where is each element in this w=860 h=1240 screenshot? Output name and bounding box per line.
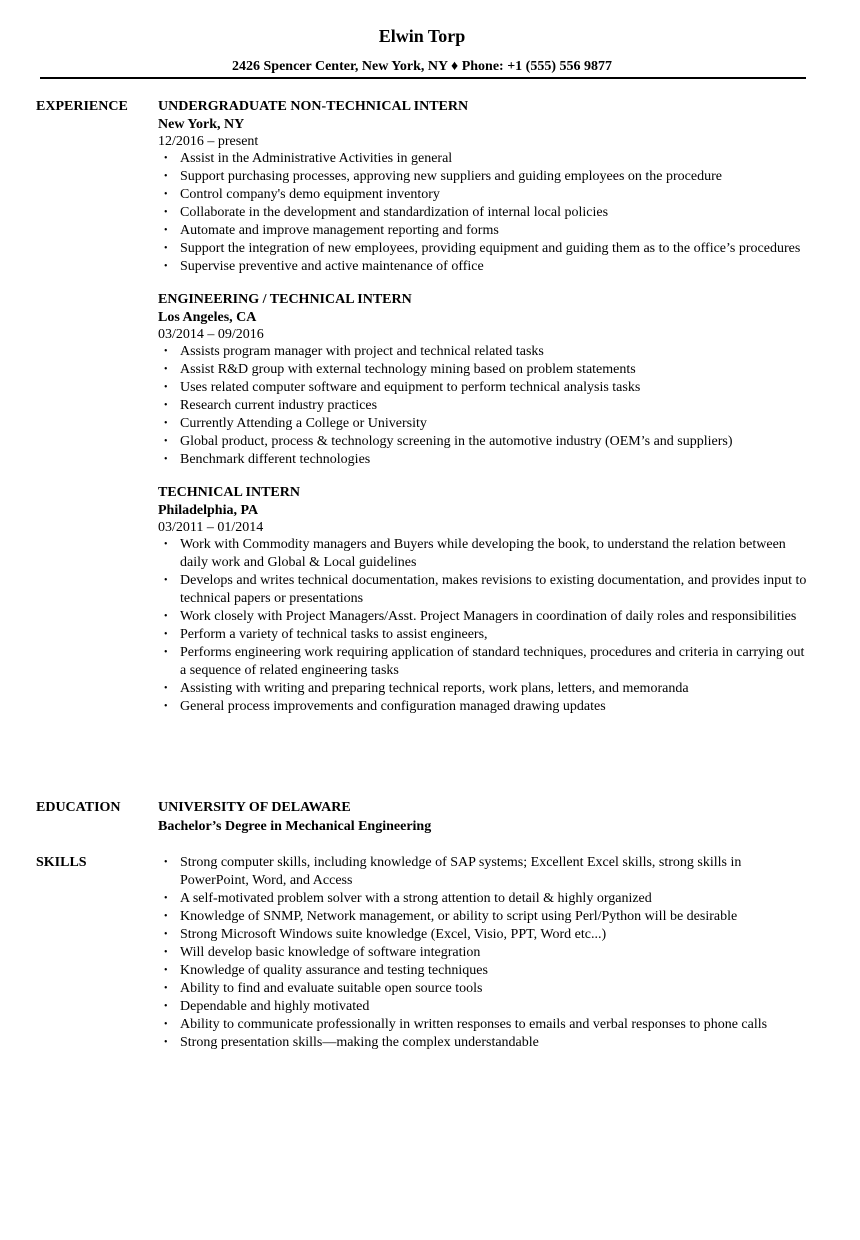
bullet-text: Benchmark different technologies [180,452,371,467]
bullet-icon: • [164,364,168,375]
list-item [158,980,808,998]
job-title: TECHNICAL INTERN [158,485,300,500]
bullet-text: Research current industry practices [180,398,378,413]
bullet-icon: • [164,382,168,393]
list-item [158,258,808,276]
list-item [158,890,808,908]
bullet-text: General process improvements and configuration managed drawing updates [180,699,606,714]
list-item [158,186,808,204]
list-item [158,962,808,980]
list-item [158,168,808,186]
bullet-text: Strong presentation skills—making the complex understandable [180,1035,539,1050]
bullet-icon: • [164,947,168,958]
bullet-icon: • [164,575,168,586]
bullet-text: Perform a variety of technical tasks to assist engineers, [180,627,488,642]
bullet-text: Collaborate in the development and standardization of internal local policies [180,205,609,220]
bullet-icon: • [164,207,168,218]
bullet-icon: • [164,171,168,182]
bullet-text: Will develop basic knowledge of software integration [180,945,481,960]
list-item [158,626,808,644]
bullet-text: Control company's demo equipment inventory [180,187,440,202]
section-label-skills: SKILLS [36,855,87,870]
bullet-text: Strong computer skills, including knowledge of SAP systems; Excellent Excel skills, strong skills in PowerPoint, Word, and Access [180,855,742,888]
bullet-text: Knowledge of SNMP, Network management, or ability to script using Perl/Python will be desirable [180,909,738,924]
list-item [158,1034,808,1052]
bullet-text: Assists program manager with project and technical related tasks [180,344,544,359]
list-item [158,908,808,926]
skills-list [158,854,808,1052]
job-entry [158,98,808,276]
bullet-text: Assisting with writing and preparing technical reports, work plans, letters, and memoranda [180,681,689,696]
candidate-name: Elwin Torp [378,26,466,46]
section-label-education: EDUCATION [36,800,121,815]
bullet-text: Work with Commodity managers and Buyers while developing the book, to understand the relation between daily work and Global & Local guidelines [180,537,786,570]
list-item [158,854,808,890]
list-item [158,433,808,451]
job-bullets [158,150,808,276]
bullet-icon: • [164,911,168,922]
bullet-icon: • [164,454,168,465]
bullet-text: Performs engineering work requiring application of standard techniques, procedures and criteria in carrying out a sequence of related engineering tasks [180,645,805,678]
job-entry [158,291,808,469]
list-item [158,397,808,415]
bullet-text: Supervise preventive and active maintenance of office [180,259,484,274]
contact-line: 2426 Spencer Center, New York, NY ♦ Phone: +1 (555) 556 9877 [232,59,612,74]
education-school: UNIVERSITY OF DELAWARE [158,800,351,815]
bullet-icon: • [164,1001,168,1012]
list-item [158,379,808,397]
bullet-icon: • [164,1019,168,1030]
bullet-text: Assist R&D group with external technology mining based on problem statements [180,362,636,377]
bullet-icon: • [164,225,168,236]
bullet-icon: • [164,965,168,976]
bullet-icon: • [164,346,168,357]
bullet-icon: • [164,929,168,940]
bullet-text: Support the integration of new employees, providing equipment and guiding them as to the office’s procedures [180,241,801,256]
bullet-icon: • [164,1037,168,1048]
bullet-icon: • [164,261,168,272]
bullet-text: Develops and writes technical documentation, makes revisions to existing documentation, and provides input to technical papers or presentations [180,573,807,606]
list-item [158,361,808,379]
list-item [158,698,808,716]
bullet-icon: • [164,243,168,254]
list-item [158,343,808,361]
list-item [158,240,808,258]
job-location: Los Angeles, CA [158,310,257,325]
bullet-icon: • [164,701,168,712]
list-item [158,572,808,608]
bullet-text: Global product, process & technology screening in the automotive industry (OEM’s and suppliers) [180,434,733,449]
job-location: New York, NY [158,117,245,132]
job-title: UNDERGRADUATE NON-TECHNICAL INTERN [158,99,469,114]
job-dates: 03/2011 – 01/2014 [158,520,264,535]
experience-list [158,98,808,731]
list-item [158,1016,808,1034]
list-item [158,204,808,222]
bullet-icon: • [164,418,168,429]
bullet-text: Support purchasing processes, approving new suppliers and guiding employees on the procedure [180,169,722,184]
bullet-text: Strong Microsoft Windows suite knowledge (Excel, Visio, PPT, Word etc...) [180,927,607,942]
job-dates: 03/2014 – 09/2016 [158,327,264,342]
bullet-text: A self-motivated problem solver with a strong attention to detail & highly organized [180,891,652,906]
list-item [158,680,808,698]
bullet-text: Uses related computer software and equipment to perform technical analysis tasks [180,380,641,395]
bullet-text: Knowledge of quality assurance and testing techniques [180,963,488,978]
bullet-icon: • [164,189,168,200]
bullet-icon: • [164,629,168,640]
bullet-icon: • [164,436,168,447]
job-entry [158,484,808,716]
bullet-icon: • [164,647,168,658]
list-item [158,998,808,1016]
education-details [158,799,808,837]
resume-header [0,24,860,76]
bullet-text: Ability to find and evaluate suitable open source tools [180,981,483,996]
bullet-icon: • [164,611,168,622]
job-bullets [158,343,808,469]
bullet-text: Work closely with Project Managers/Asst. Project Managers in coordination of daily roles and responsibilities [180,609,797,624]
job-location: Philadelphia, PA [158,503,259,518]
skills-list-container [158,854,808,1052]
bullet-text: Automate and improve management reporting and forms [180,223,499,238]
list-item [158,150,808,168]
bullet-text: Ability to communicate professionally in written responses to emails and verbal responses to phone calls [180,1017,768,1032]
bullet-icon: • [164,539,168,550]
job-dates: 12/2016 – present [158,134,259,149]
list-item [158,536,808,572]
bullet-text: Assist in the Administrative Activities in general [180,151,453,166]
list-item [158,608,808,626]
job-title: ENGINEERING / TECHNICAL INTERN [158,292,412,307]
list-item [158,926,808,944]
list-item [158,222,808,240]
bullet-text: Currently Attending a College or University [180,416,427,431]
bullet-icon: • [164,893,168,904]
bullet-icon: • [164,683,168,694]
list-item [158,415,808,433]
bullet-icon: • [164,153,168,164]
list-item [158,451,808,469]
bullet-icon: • [164,983,168,994]
list-item [158,944,808,962]
list-item [158,644,808,680]
bullet-icon: • [164,857,168,868]
bullet-text: Dependable and highly motivated [180,999,370,1014]
bullet-icon: • [164,400,168,411]
education-degree: Bachelor’s Degree in Mechanical Engineering [158,819,432,834]
header-divider [40,77,806,79]
job-bullets [158,536,808,716]
section-label-experience: EXPERIENCE [36,99,128,114]
